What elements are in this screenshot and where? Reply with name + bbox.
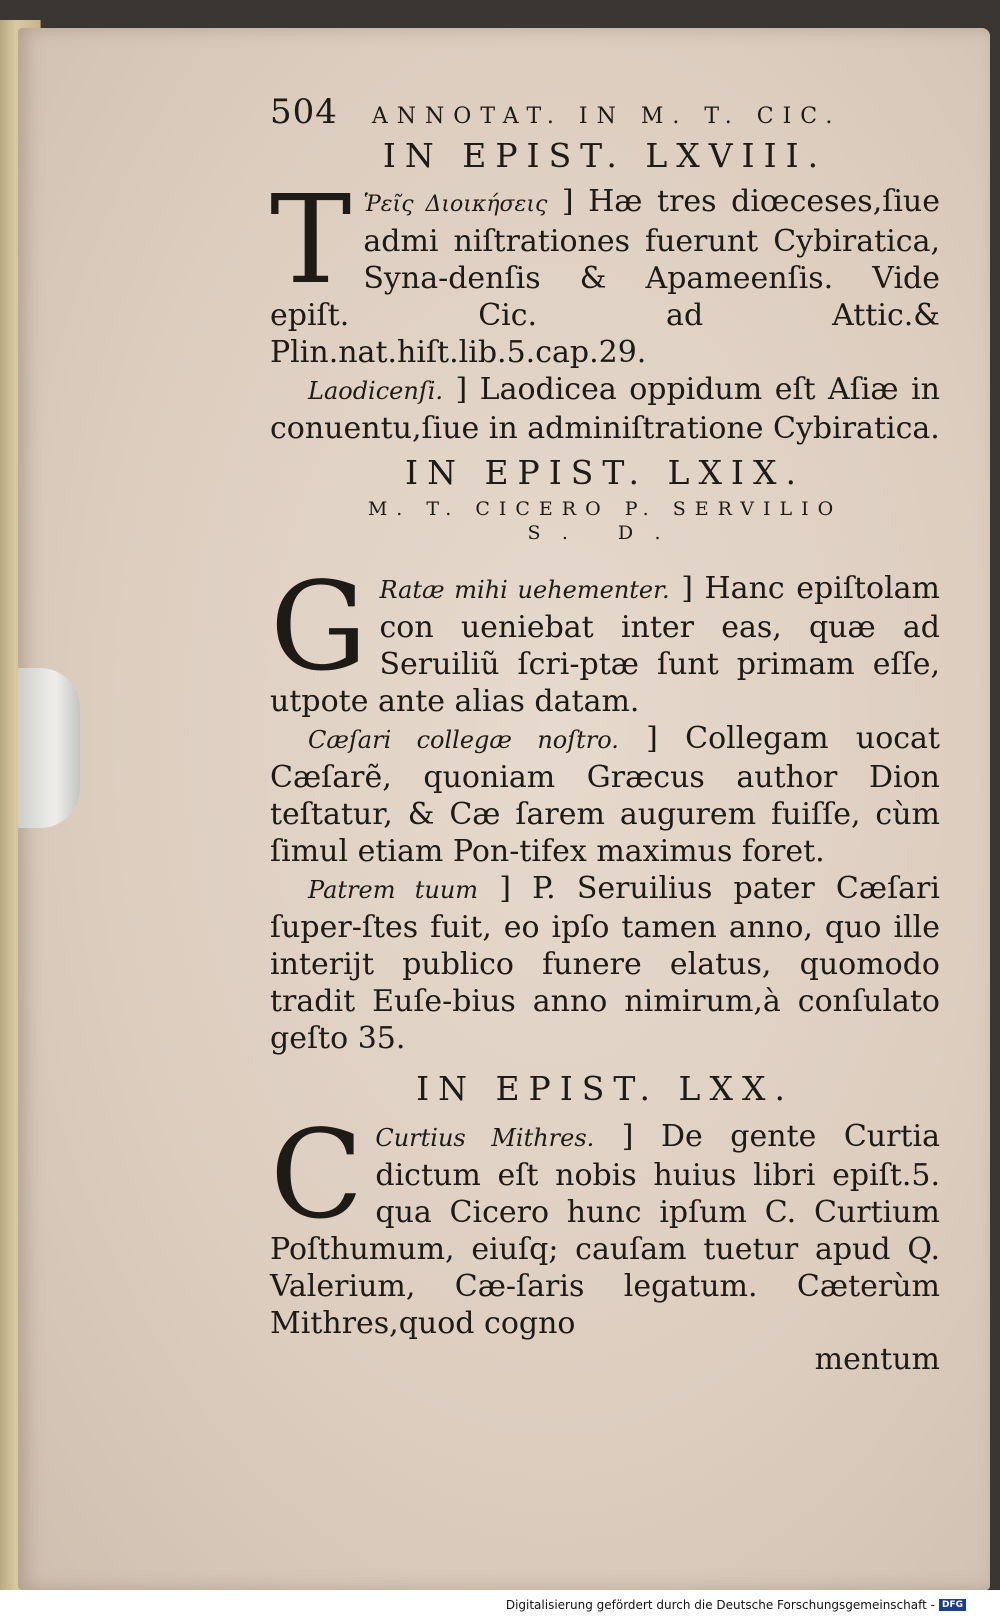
drop-capital: G xyxy=(270,556,368,698)
page-number: 504 xyxy=(270,92,338,132)
annotation-paragraph xyxy=(270,371,940,447)
annotation-paragraph xyxy=(270,720,940,870)
lemma: Ratæ mihi uehementer. xyxy=(379,576,670,604)
section-heading: IN EPIST. LXX. xyxy=(416,1069,794,1108)
dfg-logo: DFG xyxy=(939,1599,966,1611)
annotation-text: ] Laodicea oppidum eſt Aſiæ in conuentu,ſiue in adminiſtratione Cybiratica. xyxy=(270,372,940,446)
footer-text: Digitalisierung gefördert durch die Deutsche Forschungsgemeinschaft - xyxy=(505,1597,935,1612)
lemma: Curtius Mithres. xyxy=(375,1124,595,1152)
annotation-paragraph xyxy=(270,169,941,371)
section-heading: IN EPIST. LXVIII. xyxy=(382,136,828,175)
catchword: mentum xyxy=(814,1342,940,1377)
salutation-sd: S. D. xyxy=(527,522,683,544)
running-head xyxy=(270,92,940,136)
lemma: Cæſari collegæ noſtro. xyxy=(308,726,619,754)
annotation-paragraph xyxy=(270,870,940,1057)
salutation: M. T. CICERO P. SERVILIO xyxy=(367,498,843,520)
lemma: Laodicenſi. xyxy=(308,377,444,405)
running-title: ANNOTAT. IN M. T. CIC. xyxy=(371,104,842,129)
digitization-footer xyxy=(0,1590,1000,1619)
annotation-text: ] Hanc epiſtolam con ueniebat inter eas, quæ ad Seruiliũ ſcri-ptæ ſunt primam eſſe, utpote ante alias datam. xyxy=(270,571,940,719)
lemma: Ῥεῖς Διοικήσεις xyxy=(363,192,548,217)
annotation-text: ] De gente Curtia dictum eſt nobis huius libri epiſt.5. qua Cicero hunc ipſum C. Curtium Poſthumum, eiuſq; cauſam tuetur apud Q. Valerium, Cæ-ſaris legatum. Cæterùm Mithres,quod cogno xyxy=(270,1119,940,1341)
drop-capital: C xyxy=(270,1104,364,1246)
annotation-paragraph xyxy=(270,1104,940,1342)
lemma: Patrem tuum xyxy=(308,876,479,904)
page-clip xyxy=(18,668,80,828)
annotation-text: ] P. Seruilius pater Cæſari ſuper-ſtes fuit, eo ipſo tamen anno, quo ille interijt publico funere elatus, quomodo tradit Euſe-bius anno nimirum,à conſulato geſto 35. xyxy=(270,871,940,1056)
annotation-text: ] Hæ tres diœceses,ſiue admi niſtrationes fuerunt Cybiratica, Syna-denſis & Apameenſis. Vide epiſt. Cic. ad Attic.& Plin.nat.hiſt.lib.5.cap.29. xyxy=(270,184,941,370)
page-content xyxy=(270,92,940,1378)
section-heading: IN EPIST. LXIX. xyxy=(405,453,805,492)
annotation-text: ] Collegam uocat Cæſarẽ, quoniam Græcus author Dion teſtatur, & Cæ ſarem augurem fuiſſe, cùm ſimul etiam Pon-tifex maximus foret. xyxy=(270,721,940,869)
annotation-paragraph xyxy=(270,556,940,720)
drop-capital: T xyxy=(270,169,352,311)
